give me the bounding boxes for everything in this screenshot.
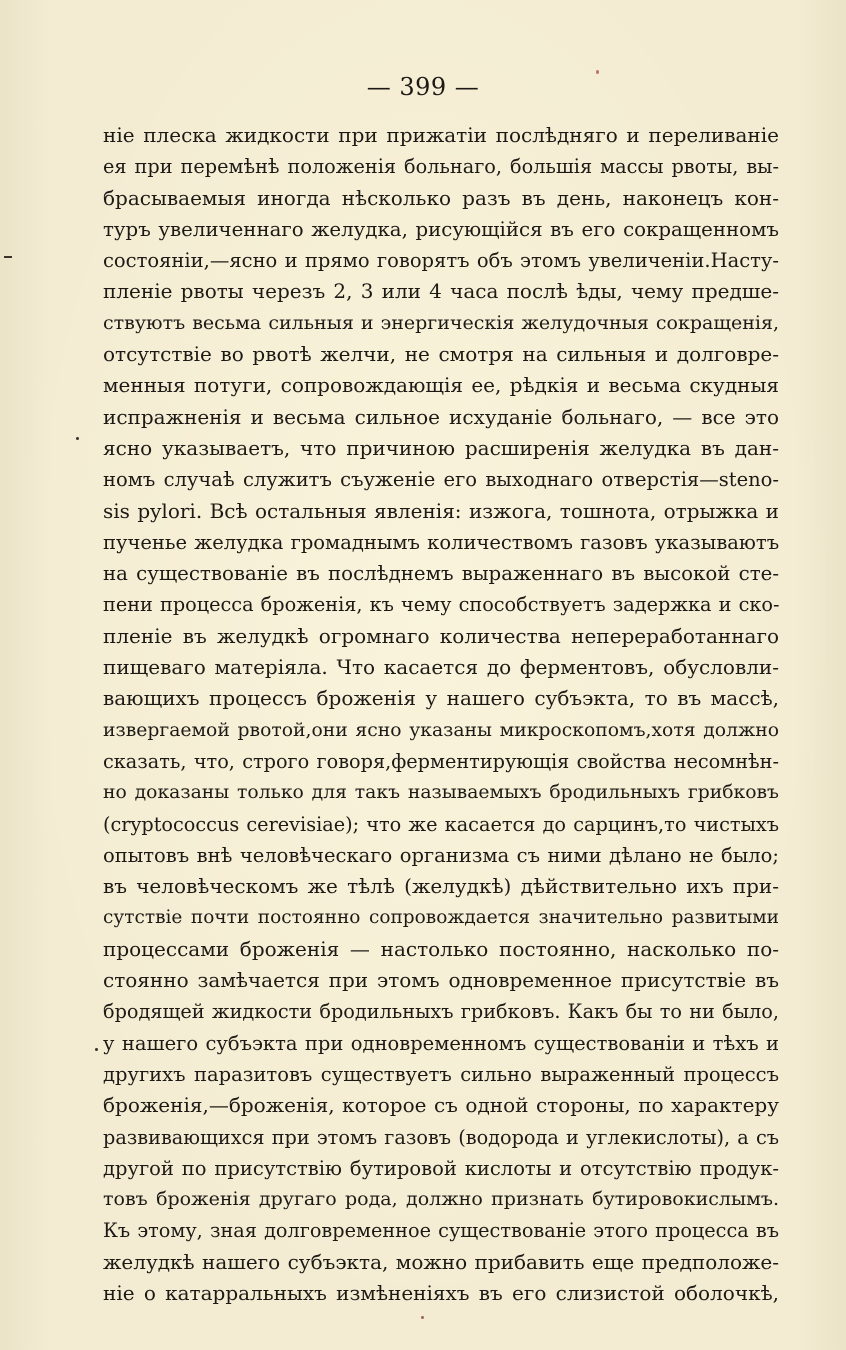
text-line: вающихъ процессъ броженія у нашего субъэкта, то въ массѣ, — [103, 686, 779, 711]
text-line: туръ увеличеннаго желудка, рисующійся въ его сокращенномъ — [103, 217, 779, 241]
text-line: менныя потуги, сопровождающія ее, рѣдкія и весьма скудныя — [103, 373, 779, 398]
margin-dot-mark — [95, 1048, 98, 1051]
body-text — [103, 120, 779, 1309]
text-line: товъ броженія другаго рода, должно признать бутировокислымъ. — [103, 1188, 779, 1211]
text-line: состояніи,—ясно и прямо говорятъ объ этомъ увеличеніи.Насту- — [103, 249, 779, 273]
page-number: — 399 — — [366, 73, 480, 101]
text-line: пени процесса броженія, къ чему способствуетъ задержка и ско- — [103, 593, 780, 617]
text-line: сутствіе почти постоянно сопровождается значительно развитыми — [103, 907, 779, 929]
text-line: на существованіе въ послѣднемъ выраженнаго въ высокой сте- — [103, 562, 779, 586]
text-line: пленіе рвоты черезъ 2, 3 или 4 часа послѣ ѣды, чему предше- — [103, 279, 779, 304]
text-line: (cryptococcus cerevisiae); что же касается до сарцинъ,то чистыхъ — [103, 812, 779, 836]
text-line: ствуютъ весьма сильныя и энергическія желудочныя сокращенія, — [103, 311, 779, 334]
text-line: номъ случаѣ служитъ съуженіе его выходнаго отверстія—steno- — [103, 468, 779, 492]
margin-dot-mark — [76, 437, 79, 440]
text-line: другой по присутствію бутировой кислоты и отсутствію продук- — [103, 1156, 779, 1180]
margin-dash-mark — [4, 256, 12, 258]
text-line: пищеваго матеріяла. Что касается до ферментовъ, обусловли- — [103, 655, 779, 680]
text-line: ясно указываетъ, что причиною расширенія желудка въ дан- — [103, 435, 779, 460]
text-line: ея при перемѣнѣ положенія больнаго, большія массы рвоты, вы- — [103, 155, 779, 179]
text-line: желудкѣ нашего субъэкта, можно прибавить еще предположе- — [103, 1249, 779, 1274]
text-line: пленіе въ желудкѣ огромнаго количества непереработаннаго — [103, 623, 779, 648]
text-line: отсутствіе во рвотѣ желчи, не смотря на сильныя и долговре- — [103, 342, 779, 367]
text-line: но доказаны только для такъ называемыхъ бродильныхъ грибковъ — [103, 782, 779, 804]
text-line: ніе плеска жидкости при прижатіи послѣдняго и переливаніе — [103, 123, 779, 147]
text-line: опытовъ внѣ человѣческаго организма съ ними дѣлано не было; — [103, 843, 779, 867]
text-line: стоянно замѣчается при этомъ одновременное присутствіе въ — [103, 968, 779, 993]
text-line: броженія,—броженія, которое съ одной стороны, по характеру — [103, 1093, 779, 1118]
text-line: sis pylori. Всѣ остальныя явленія: изжога, тошнота, отрыжка и — [103, 498, 779, 523]
paper-speck — [421, 1316, 424, 1319]
text-line: извергаемой рвотой,они ясно указаны микроскопомъ,хотя должно — [103, 719, 779, 741]
text-line: развивающихся при этомъ газовъ (водорода и углекислоты), а съ — [103, 1125, 779, 1149]
text-line: Къ этому, зная долговременное существованіе этого процесса въ — [103, 1219, 779, 1243]
text-line: въ человѣческомъ же тѣлѣ (желудкѣ) дѣйствительно ихъ при- — [103, 874, 779, 899]
text-line: сказать, что, строго говоря,ферментирующія свойства несомнѣн- — [103, 749, 779, 773]
text-line: бродящей жидкости бродильныхъ грибковъ. Какъ бы то ни было, — [103, 1000, 779, 1024]
text-line: другихъ паразитовъ существуетъ сильно выраженный процессъ — [103, 1062, 779, 1086]
text-line: испражненія и весьма сильное исхуданіе больнаго, — все это — [103, 404, 779, 429]
text-line: пученье желудка громаднымъ количествомъ газовъ указываютъ — [103, 530, 780, 554]
text-line: ніе о катарральныхъ измѣненіяхъ въ его слизистой оболочкѣ, — [103, 1280, 779, 1305]
text-line: процессами броженія — настолько постоянно, насколько по- — [103, 936, 779, 961]
text-line: у нашего субъэкта при одновременномъ существованіи и тѣхъ и — [103, 1031, 779, 1055]
text-line: брасываемыя иногда нѣсколько разъ въ день, наконецъ кон- — [103, 185, 779, 210]
